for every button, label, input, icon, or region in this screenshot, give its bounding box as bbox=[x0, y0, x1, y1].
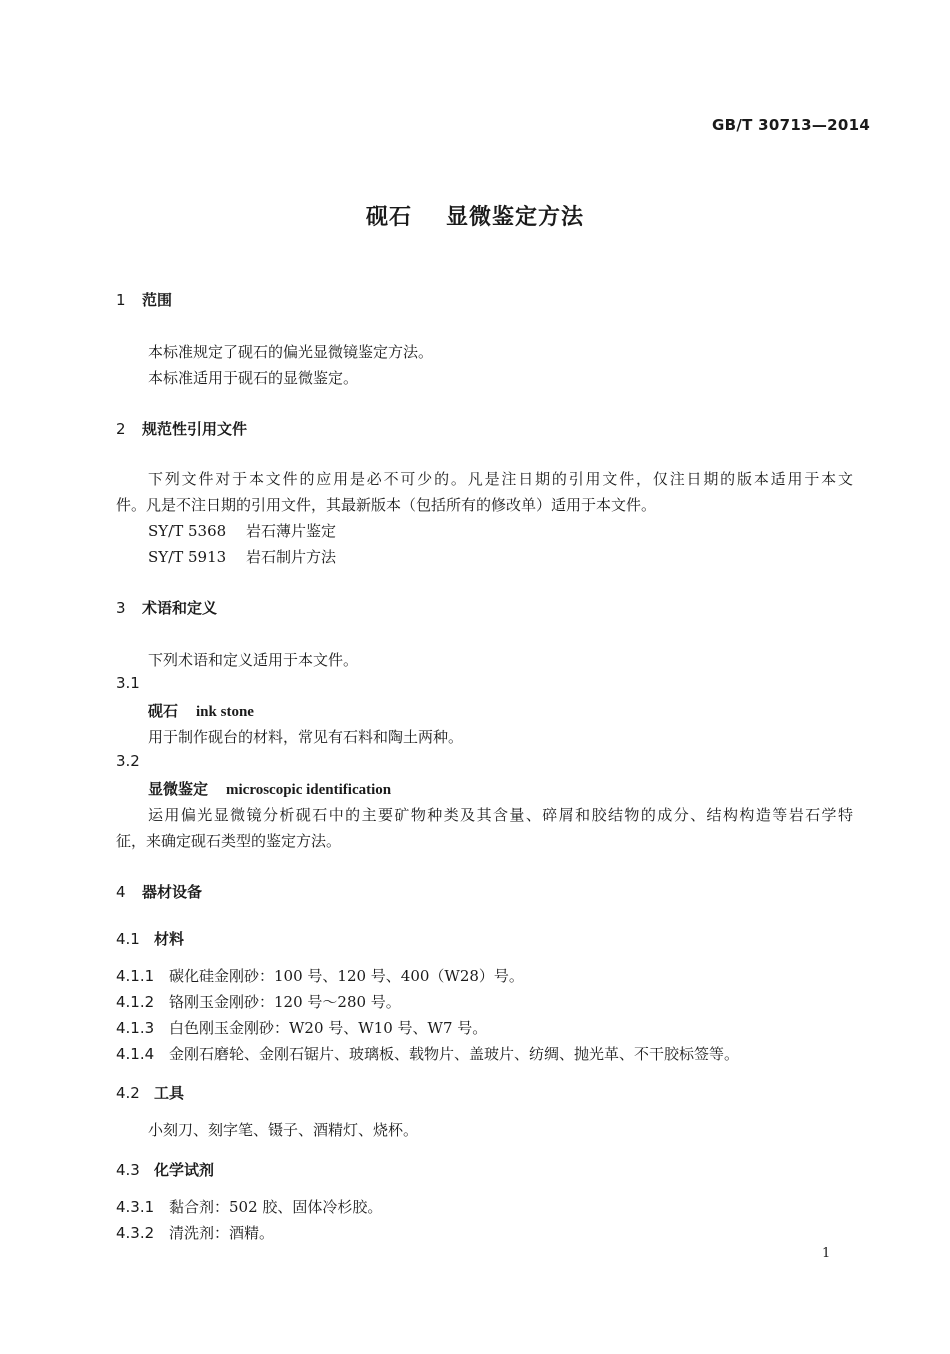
section-1-paragraph-2: 本标准适用于砚石的显微鉴定。 bbox=[148, 369, 359, 387]
term-3-1-number: 3.1 bbox=[116, 674, 140, 692]
term-en: ink stone bbox=[196, 704, 254, 720]
section-1-heading: 1 范围 bbox=[116, 291, 173, 309]
section-4-2-text: 小刻刀、刻字笔、镊子、酒精灯、烧杯。 bbox=[148, 1121, 419, 1139]
section-1-paragraph-1: 本标准规定了砚石的偏光显微镜鉴定方法。 bbox=[148, 343, 434, 361]
clause-4-1-3: 4.1.3 白色刚玉金刚砂：W20 号、W10 号、W7 号。 bbox=[116, 1019, 488, 1037]
term-zh: 砚石 bbox=[148, 702, 179, 720]
section-3-intro: 下列术语和定义适用于本文件。 bbox=[148, 651, 359, 669]
normative-reference bbox=[148, 520, 336, 541]
clause-4-1-4: 4.1.4 金刚石磨轮、金刚石锯片、玻璃板、载物片、盖玻片、纺绸、抛光革、不干胶标签等。 bbox=[116, 1045, 740, 1063]
clause-4-1-1: 4.1.1 碳化硅金刚砂：100 号、120 号、400（W28）号。 bbox=[116, 967, 524, 985]
section-2-heading: 2 规范性引用文件 bbox=[116, 420, 248, 438]
section-3-heading: 3 术语和定义 bbox=[116, 599, 218, 617]
reference-code: SY/T 5913 bbox=[148, 548, 227, 566]
term-zh: 显微鉴定 bbox=[148, 780, 209, 798]
term-3-1-title bbox=[148, 700, 254, 721]
section-4-1-heading: 4.1 材料 bbox=[116, 930, 185, 948]
title-part-2: 显微鉴定方法 bbox=[446, 205, 585, 230]
term-3-2-definition-line-1: 运用偏光显微镜分析砚石中的主要矿物种类及其含量、碎屑和胶结物的成分、结构构造等岩石学特 bbox=[148, 806, 853, 824]
title-part-1: 砚石 bbox=[365, 205, 412, 230]
section-2-paragraph-line-2: 件。凡是不注日期的引用文件，其最新版本（包括所有的修改单）适用于本文件。 bbox=[116, 496, 657, 514]
term-3-2-title bbox=[148, 778, 391, 799]
reference-code: SY/T 5368 bbox=[148, 522, 227, 540]
clause-4-3-1: 4.3.1 黏合剂：502 胶、固体冷杉胶。 bbox=[116, 1198, 383, 1216]
section-2-paragraph-line-1: 下列文件对于本文件的应用是必不可少的。凡是注日期的引用文件，仅注日期的版本适用于本文 bbox=[148, 470, 853, 488]
page-number: 1 bbox=[822, 1246, 831, 1261]
term-3-2-definition-line-2: 征，来确定砚石类型的鉴定方法。 bbox=[116, 832, 342, 850]
term-3-2-number: 3.2 bbox=[116, 752, 140, 770]
document-title bbox=[0, 200, 950, 231]
section-4-heading: 4 器材设备 bbox=[116, 883, 203, 901]
standard-code: GB/T 30713—2014 bbox=[712, 116, 871, 134]
clause-4-1-2: 4.1.2 铬刚玉金刚砂：120 号～280 号。 bbox=[116, 993, 401, 1011]
reference-title: 岩石薄片鉴定 bbox=[246, 522, 337, 540]
term-en: microscopic identification bbox=[226, 782, 392, 798]
section-4-2-heading: 4.2 工具 bbox=[116, 1084, 185, 1102]
term-3-1-definition: 用于制作砚台的材料，常见有石料和陶土两种。 bbox=[148, 728, 464, 746]
normative-reference bbox=[148, 546, 336, 567]
reference-title: 岩石制片方法 bbox=[246, 548, 337, 566]
section-4-3-heading: 4.3 化学试剂 bbox=[116, 1161, 215, 1179]
clause-4-3-2: 4.3.2 清洗剂：酒精。 bbox=[116, 1224, 275, 1242]
